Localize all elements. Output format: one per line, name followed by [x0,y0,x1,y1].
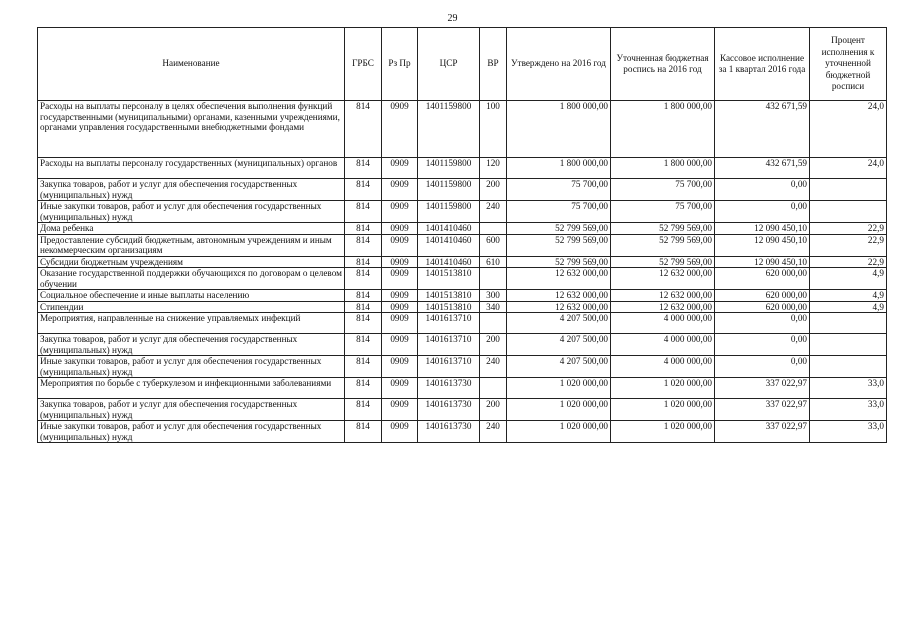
cell-cash: 337 022,97 [715,421,810,443]
cell-percent: 4,9 [810,301,887,313]
header-cash-execution-q1: Кассовое исполнение за 1 квартал 2016 года [715,28,810,101]
cell-cash: 432 671,59 [715,101,810,158]
cell-csr: 1401410460 [418,234,480,256]
cell-name: Мероприятия по борьбе с туберкулезом и инфекционными заболеваниями [38,378,345,399]
table-row [38,378,887,399]
cell-percent [810,201,887,223]
header-approved-2016: Утверждено на 2016 год [507,28,611,101]
cell-csr: 1401410460 [418,256,480,268]
cell-name: Закупка товаров, работ и услуг для обеспечения государственных (муниципальных) нужд [38,334,345,356]
cell-rz-pr: 0909 [382,234,418,256]
cell-approved: 12 632 000,00 [507,301,611,313]
cell-csr: 1401613730 [418,421,480,443]
cell-grbs: 814 [345,101,382,158]
cell-grbs: 814 [345,268,382,290]
cell-name: Социальное обеспечение и иные выплаты населению [38,290,345,302]
cell-refined: 1 800 000,00 [611,158,715,179]
table-row [38,290,887,302]
table-row [38,179,887,201]
cell-percent: 22,9 [810,234,887,256]
cell-vr [480,313,507,334]
page-number: 29 [447,13,458,24]
cell-name: Иные закупки товаров, работ и услуг для обеспечения государственных (муниципальных) нужд [38,421,345,443]
cell-rz-pr: 0909 [382,101,418,158]
table-row [38,301,887,313]
cell-vr: 100 [480,101,507,158]
cell-percent [810,179,887,201]
cell-rz-pr: 0909 [382,201,418,223]
cell-approved: 12 632 000,00 [507,290,611,302]
cell-approved: 75 700,00 [507,201,611,223]
cell-rz-pr: 0909 [382,256,418,268]
cell-approved: 4 207 500,00 [507,313,611,334]
cell-percent [810,313,887,334]
cell-cash: 620 000,00 [715,290,810,302]
cell-rz-pr: 0909 [382,158,418,179]
cell-approved: 1 800 000,00 [507,101,611,158]
cell-cash: 337 022,97 [715,378,810,399]
cell-csr: 1401159800 [418,179,480,201]
cell-grbs: 814 [345,256,382,268]
cell-name: Расходы на выплаты персоналу государственных (муниципальных) органов [38,158,345,179]
cell-refined: 52 799 569,00 [611,223,715,235]
cell-refined: 1 020 000,00 [611,378,715,399]
cell-vr [480,378,507,399]
cell-grbs: 814 [345,158,382,179]
cell-approved: 1 020 000,00 [507,399,611,421]
cell-rz-pr: 0909 [382,223,418,235]
cell-name: Закупка товаров, работ и услуг для обеспечения государственных (муниципальных) нужд [38,179,345,201]
table-row [38,223,887,235]
cell-percent: 33,0 [810,421,887,443]
cell-approved: 52 799 569,00 [507,256,611,268]
table-row [38,421,887,443]
cell-csr: 1401613730 [418,399,480,421]
cell-name: Иные закупки товаров, работ и услуг для обеспечения государственных (муниципальных) нужд [38,201,345,223]
cell-grbs: 814 [345,378,382,399]
cell-refined: 12 632 000,00 [611,268,715,290]
cell-percent: 4,9 [810,268,887,290]
cell-rz-pr: 0909 [382,334,418,356]
table-row [38,356,887,378]
cell-cash: 12 090 450,10 [715,256,810,268]
cell-refined: 12 632 000,00 [611,290,715,302]
cell-name: Иные закупки товаров, работ и услуг для обеспечения государственных (муниципальных) нужд [38,356,345,378]
table-row [38,399,887,421]
cell-percent: 4,9 [810,290,887,302]
cell-cash: 0,00 [715,356,810,378]
cell-cash: 620 000,00 [715,301,810,313]
table-row [38,201,887,223]
cell-grbs: 814 [345,201,382,223]
cell-name: Предоставление субсидий бюджетным, автономным учреждениям и иным некоммерческим организациям [38,234,345,256]
cell-vr: 600 [480,234,507,256]
cell-approved: 1 800 000,00 [507,158,611,179]
cell-cash: 0,00 [715,313,810,334]
cell-refined: 75 700,00 [611,179,715,201]
table-row [38,101,887,158]
table-row [38,256,887,268]
cell-csr: 1401513810 [418,301,480,313]
cell-cash: 337 022,97 [715,399,810,421]
cell-grbs: 814 [345,179,382,201]
cell-cash: 0,00 [715,334,810,356]
cell-name: Оказание государственной поддержки обучающихся по договорам о целевом обучении [38,268,345,290]
table-row [38,158,887,179]
cell-approved: 1 020 000,00 [507,378,611,399]
cell-refined: 52 799 569,00 [611,256,715,268]
cell-rz-pr: 0909 [382,301,418,313]
cell-csr: 1401159800 [418,158,480,179]
header-refined-budget-2016: Уточненная бюджетная роспись на 2016 год [611,28,715,101]
cell-refined: 1 800 000,00 [611,101,715,158]
cell-vr: 240 [480,421,507,443]
cell-csr: 1401410460 [418,223,480,235]
cell-vr: 120 [480,158,507,179]
cell-csr: 1401613710 [418,334,480,356]
cell-grbs: 814 [345,223,382,235]
cell-vr: 240 [480,356,507,378]
cell-percent: 22,9 [810,256,887,268]
cell-refined: 75 700,00 [611,201,715,223]
header-name: Наименование [38,28,345,101]
cell-cash: 620 000,00 [715,268,810,290]
table-header-row [38,28,887,101]
cell-approved: 75 700,00 [507,179,611,201]
header-vr: ВР [480,28,507,101]
cell-grbs: 814 [345,313,382,334]
cell-rz-pr: 0909 [382,421,418,443]
cell-approved: 4 207 500,00 [507,334,611,356]
table-row [38,313,887,334]
cell-refined: 4 000 000,00 [611,313,715,334]
cell-percent: 22,9 [810,223,887,235]
cell-vr: 200 [480,399,507,421]
cell-grbs: 814 [345,290,382,302]
header-csr: ЦСР [418,28,480,101]
cell-vr: 300 [480,290,507,302]
cell-vr [480,268,507,290]
header-grbs: ГРБС [345,28,382,101]
cell-vr: 240 [480,201,507,223]
cell-csr: 1401159800 [418,101,480,158]
cell-name: Закупка товаров, работ и услуг для обеспечения государственных (муниципальных) нужд [38,399,345,421]
cell-percent: 33,0 [810,399,887,421]
budget-execution-table [37,27,887,443]
cell-vr: 340 [480,301,507,313]
cell-grbs: 814 [345,421,382,443]
cell-cash: 12 090 450,10 [715,234,810,256]
cell-refined: 1 020 000,00 [611,421,715,443]
cell-vr [480,223,507,235]
cell-rz-pr: 0909 [382,378,418,399]
table-row [38,268,887,290]
cell-approved: 1 020 000,00 [507,421,611,443]
cell-percent [810,334,887,356]
cell-grbs: 814 [345,399,382,421]
cell-rz-pr: 0909 [382,313,418,334]
cell-percent: 33,0 [810,378,887,399]
cell-refined: 1 020 000,00 [611,399,715,421]
cell-refined: 4 000 000,00 [611,334,715,356]
cell-grbs: 814 [345,334,382,356]
cell-csr: 1401159800 [418,201,480,223]
cell-percent: 24,0 [810,101,887,158]
cell-vr: 610 [480,256,507,268]
table-row [38,234,887,256]
cell-csr: 1401613710 [418,356,480,378]
cell-vr: 200 [480,179,507,201]
cell-cash: 0,00 [715,179,810,201]
cell-rz-pr: 0909 [382,290,418,302]
cell-percent [810,356,887,378]
cell-name: Расходы на выплаты персоналу в целях обеспечения выполнения функций государственными (муниципальными) органами, казенными учреждениями, органами управления государственными внебюджетными фондами [38,101,345,158]
cell-rz-pr: 0909 [382,356,418,378]
cell-refined: 52 799 569,00 [611,234,715,256]
cell-grbs: 814 [345,301,382,313]
cell-name: Дома ребенка [38,223,345,235]
cell-csr: 1401513810 [418,268,480,290]
cell-cash: 0,00 [715,201,810,223]
cell-refined: 12 632 000,00 [611,301,715,313]
cell-csr: 1401613710 [418,313,480,334]
cell-name: Мероприятия, направленные на снижение управляемых инфекций [38,313,345,334]
header-execution-percent: Процент исполнения к уточненной бюджетной росписи [810,28,887,101]
cell-csr: 1401513810 [418,290,480,302]
cell-name: Субсидии бюджетным учреждениям [38,256,345,268]
cell-name: Стипендии [38,301,345,313]
cell-rz-pr: 0909 [382,179,418,201]
cell-approved: 4 207 500,00 [507,356,611,378]
cell-grbs: 814 [345,234,382,256]
cell-approved: 52 799 569,00 [507,234,611,256]
cell-csr: 1401613730 [418,378,480,399]
cell-percent: 24,0 [810,158,887,179]
header-rz-pr: Рз Пр [382,28,418,101]
cell-cash: 432 671,59 [715,158,810,179]
cell-rz-pr: 0909 [382,268,418,290]
table-row [38,334,887,356]
cell-rz-pr: 0909 [382,399,418,421]
cell-vr: 200 [480,334,507,356]
cell-approved: 12 632 000,00 [507,268,611,290]
cell-approved: 52 799 569,00 [507,223,611,235]
cell-refined: 4 000 000,00 [611,356,715,378]
cell-grbs: 814 [345,356,382,378]
cell-cash: 12 090 450,10 [715,223,810,235]
